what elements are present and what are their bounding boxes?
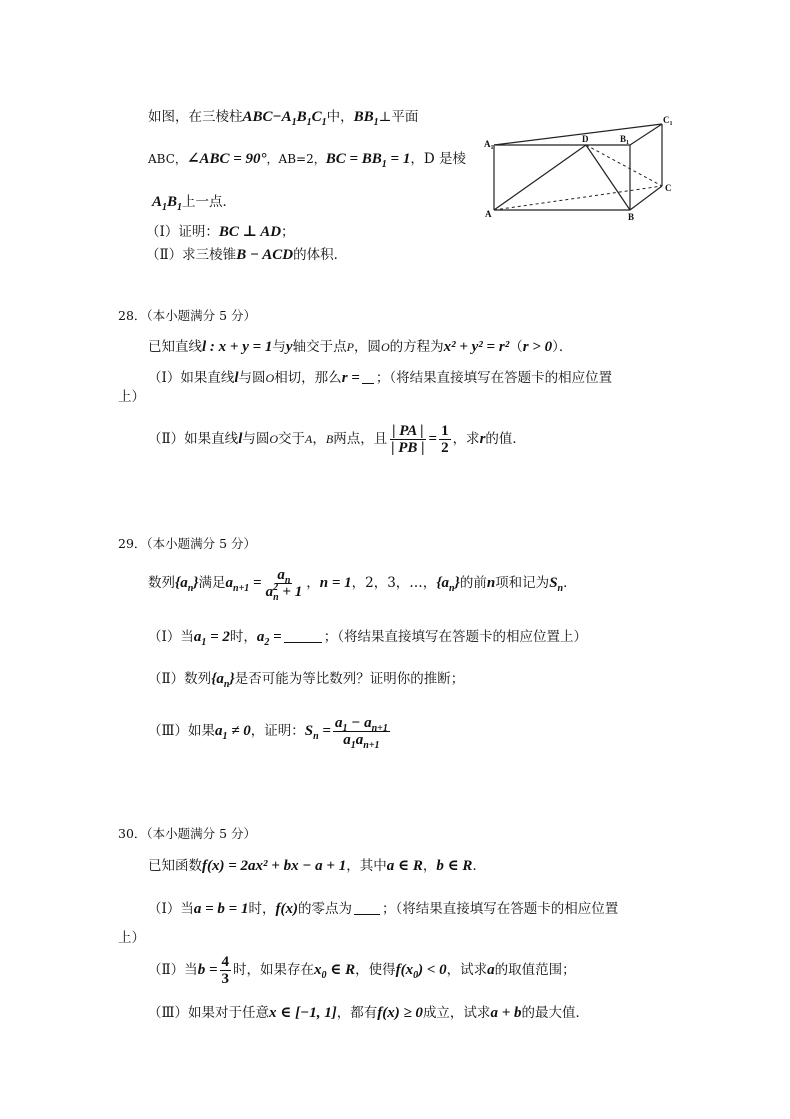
p30-header: 30．（本小题满分 5 分） <box>118 826 257 841</box>
p28-q1-cont: 上） <box>118 389 145 405</box>
label-b: B <box>628 212 635 222</box>
edge-a-c-hidden <box>494 186 662 210</box>
p27-text: 如图，在三棱柱 <box>148 109 243 125</box>
edge-a-d <box>494 145 586 210</box>
p29-q1: （Ⅰ）当$a_1 = 2$时，$a_2$ = ；（将结果直接填写在答题卡的相应位置上） <box>148 629 587 648</box>
p27-bc: BC = $BB_1 = 1$ <box>325 151 411 170</box>
p27-bb1: $BB_1$ <box>353 109 379 128</box>
p29-stem: 数列$\{a_n\}$满足$a_{n+1}$ = $\frac{a_n}{a^2_n + 1}$ ，n = 1，2，3，…，$\{a_n\}$的前n项和记为$S_n$． <box>148 567 577 603</box>
p27-a1b1: $A_1B_1$ <box>152 194 183 213</box>
p29-q2: （Ⅱ）数列$\{a_n\}$是否可能为等比数列？证明你的推断； <box>148 671 465 690</box>
p28-q2: （Ⅱ）如果直线l与圆O交于A，B两点，且 $\frac{| PA |}{| PB |}$ = $\frac{1}{2}$ ，求r的值． <box>148 423 526 456</box>
p30-q3: （Ⅲ）如果对于任意x ∈ [−1, 1]，都有f(x) ≥ 0成立，试求a + b的最大值． <box>148 1005 589 1021</box>
label-a1: $A_1$ <box>484 139 494 151</box>
p30-q1: （Ⅰ）当a = b = 1时，f(x)的零点为 ；（将结果直接填写在答题卡的相应位置 <box>148 901 619 917</box>
edge-b-c <box>630 186 662 210</box>
p27-q2: （Ⅱ）求三棱锥B − ACD的体积． <box>146 247 348 263</box>
p27-angle: ∠ABC = 90° <box>186 151 267 167</box>
label-d: D <box>582 134 589 144</box>
p29-header: 29．（本小题满分 5 分） <box>118 536 257 551</box>
p30-four-thirds: $\frac{4}{3}$ <box>221 954 229 987</box>
p27-q1: （Ⅰ）证明：BC ⊥ AD； <box>146 224 295 240</box>
p29-recurrence-fraction: $\frac{a_n}{a^2_n + 1}$ <box>265 567 303 603</box>
p28-ratio-fraction: $\frac{| PA |}{| PB |}$ <box>391 423 425 456</box>
p28-stem: 已知直线l : x + y = 1与y轴交于点P，圆O的方程为x² + y² = r²（r > 0）． <box>148 339 573 355</box>
p27-line1: 如图，在三棱柱$ABC-A_1B_1C_1$中，$BB_1\perp$平面 <box>148 109 419 128</box>
edge-d-b <box>586 145 630 210</box>
p28-header: 28．（本小题满分 5 分） <box>118 308 257 323</box>
p30-q1-cont: 上） <box>118 930 145 946</box>
p27-line2: ABC，∠ABC = 90°，AB=2，BC = $BB_1 = 1$，D 是棱 <box>148 151 466 170</box>
p29-sum-fraction: $\frac{a_1 - a_{n+1}}{a_1a_{n+1}}$ <box>334 715 388 751</box>
label-b1: $B_1$ <box>620 134 630 146</box>
p28-answer-blank[interactable] <box>362 369 374 384</box>
p30-q2: （Ⅱ）当b = $\frac{4}{3}$ 时，如果存在$x_0$ ∈ R，使得$f(x_0) < 0$，试求a的取值范围； <box>148 954 576 987</box>
p30-answer-blank[interactable] <box>354 900 380 915</box>
p27-line3: $A_1B_1$上一点． <box>152 194 237 213</box>
p30-stem: 已知函数f(x) = 2ax² + bx − a + 1，其中a ∈ R，b ∈ R． <box>148 858 486 874</box>
edge-a1-c1 <box>494 124 662 145</box>
prism-figure <box>482 112 682 224</box>
label-c1: $C_1$ <box>663 115 673 127</box>
p29-q3: （Ⅲ）如果$a_1 \ne 0$，证明：$S_n$ = $\frac{a_1 - a_{n+1}}{a_1a_{n+1}}$ <box>148 715 388 751</box>
label-a: A <box>485 209 492 219</box>
edge-d-c-hidden <box>586 145 662 186</box>
p28-half-fraction: $\frac{1}{2}$ <box>441 423 449 456</box>
p28-q1: （Ⅰ）如果直线l与圆O相切，那么r = ；（将结果直接填写在答题卡的相应位置 <box>148 370 613 386</box>
label-c: C <box>665 183 672 193</box>
p27-prism: $ABC-A_1B_1C_1$ <box>242 109 327 128</box>
p29-answer-blank[interactable] <box>284 628 322 643</box>
